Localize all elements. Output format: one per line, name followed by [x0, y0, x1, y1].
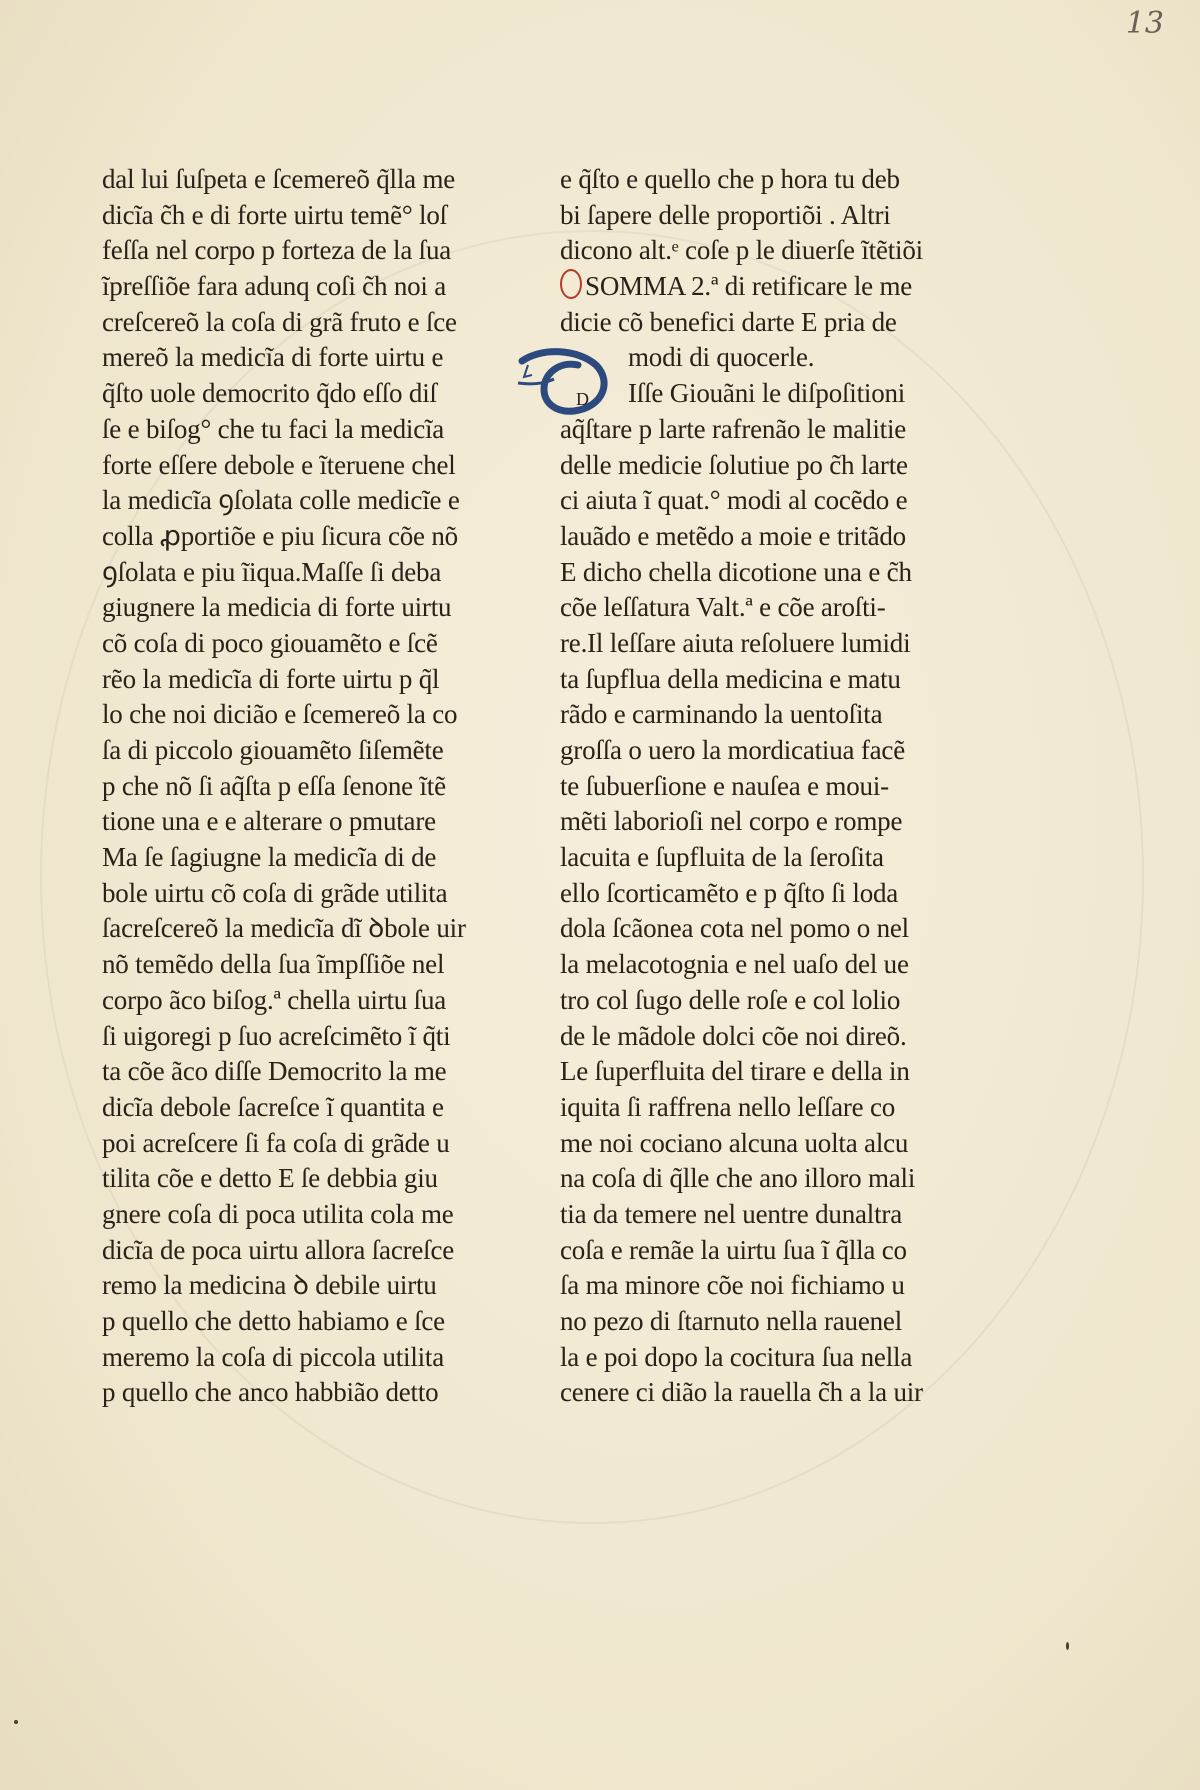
line-text: delle medicie ſolutiue po c̃h larte	[560, 449, 908, 480]
line-text: rẽo la medicĩa di forte uirtu p q̃l	[102, 663, 440, 694]
line-text: rãdo e carminando la uentoſita	[560, 699, 883, 730]
left-column-line	[102, 233, 492, 269]
decorated-initial-d	[516, 343, 612, 415]
right-column-line	[560, 1375, 950, 1411]
left-column-line	[102, 376, 492, 412]
line-text: corpo ãco biſog.ª chella uirtu ſua	[102, 984, 447, 1015]
line-text: dola ſcãonea cota nel pomo o nel	[560, 913, 909, 944]
right-column-line	[560, 1019, 950, 1055]
line-text: aq̃ſtare p larte rafrenão le malitie	[560, 413, 907, 444]
line-text: lo che noi dicião e ſcemereõ la co	[102, 699, 458, 730]
left-column-line	[102, 626, 492, 662]
line-text: la e poi dopo la cocitura ſua nella	[560, 1341, 913, 1372]
line-text: cõ coſa di poco giouamẽto e ſcẽ	[102, 627, 438, 658]
left-column-line	[102, 876, 492, 912]
right-column-line	[560, 1126, 950, 1162]
line-text: poi acreſcere ſi fa coſa di grãde u	[102, 1127, 450, 1158]
line-text: remo la medicina ꝺ debile uirtu	[102, 1270, 437, 1301]
line-text: p quello che anco habbião detto	[102, 1377, 439, 1408]
right-column-line	[560, 1161, 950, 1197]
right-column-line	[560, 626, 950, 662]
left-column-line	[102, 1268, 492, 1304]
left-column-line	[102, 1161, 492, 1197]
right-column-line	[560, 1268, 950, 1304]
line-text: dicĩa debole ſacreſce ĩ quantita e	[102, 1091, 444, 1122]
right-column-line	[560, 233, 950, 269]
line-text: dicĩa c̃h e di forte uirtu temẽ° loſ	[102, 199, 447, 230]
left-column-line	[102, 412, 492, 448]
line-text: ſi uigoregi p ſuo acreſcimẽto ĩ q̃ti	[102, 1020, 451, 1051]
left-column-line	[102, 198, 492, 234]
line-text: mẽti laborioſi nel corpo e rompe	[560, 806, 903, 837]
line-text: E dicho chella dicotione una e c̃h	[560, 556, 912, 587]
line-text: bole uirtu cõ coſa di grãde utilita	[102, 877, 448, 908]
right-column-line	[560, 733, 950, 769]
ink-fleck	[1066, 1642, 1069, 1650]
line-text: na coſa di q̃lle che ano illoro mali	[560, 1163, 916, 1194]
line-text: cõe leſſatura Valt.ª e cõe aroſti-	[560, 592, 886, 623]
right-column-line	[560, 911, 950, 947]
right-column-line	[560, 1090, 950, 1126]
left-column-line	[102, 1054, 492, 1090]
line-text: no pezo di ſtarnuto nella rauenel	[560, 1306, 903, 1336]
right-column-line	[560, 305, 950, 341]
left-column-line	[102, 697, 492, 733]
left-column-line	[102, 911, 492, 947]
left-column-line	[102, 483, 492, 519]
line-text: Le ſuperfluita del tirare e della in	[560, 1056, 910, 1087]
line-text: ſa ma minore cõe noi fichiamo u	[560, 1270, 905, 1301]
right-column-line	[560, 519, 950, 555]
line-text: q̃ſto uole democrito q̃do eſſo diſ	[102, 378, 437, 409]
line-text: tro col ſugo delle roſe e col lolio	[560, 984, 901, 1015]
left-column-line	[102, 590, 492, 626]
line-text: coſa e remãe la uirtu ſua ĩ q̃lla co	[560, 1234, 907, 1265]
line-text: feſſa nel corpo p forteza de la ſua	[102, 235, 452, 266]
right-column-line	[560, 340, 950, 376]
left-column-line	[102, 733, 492, 769]
right-column-line	[560, 662, 950, 698]
rubric-paragraph-mark	[560, 269, 582, 299]
right-column-line	[560, 840, 950, 876]
line-text: Ma ſe ſagiugne la medicĩa di de	[102, 842, 437, 873]
right-column-line	[560, 162, 950, 198]
line-text: re.Il leſſare aiuta reſoluere lumidi	[560, 627, 911, 658]
line-text: iquita ſi raffrena nello leſſare co	[560, 1091, 896, 1122]
left-column-line	[102, 1375, 492, 1411]
right-column-line	[560, 448, 950, 484]
right-text-column	[560, 162, 950, 1411]
line-text: lauãdo e metẽdo a moie e tritãdo	[560, 520, 906, 551]
line-text: lacuita e ſupfluita de la ſeroſita	[560, 842, 884, 873]
line-text: SOMMA 2.ª di retificare le me	[585, 271, 913, 302]
line-text: colla ꝓportiõe e piu ſicura cõe nõ	[102, 520, 458, 551]
left-column-line	[102, 1090, 492, 1126]
line-text: la medicĩa ꝯſolata colle medicĩe e	[102, 485, 460, 516]
left-column-line	[102, 555, 492, 591]
line-text: dicie cõ benefici darte E pria de	[560, 306, 897, 337]
left-column-line	[102, 1126, 492, 1162]
line-text: groſſa o uero la mordicatiua facẽ	[560, 735, 905, 765]
line-text: dicĩa de poca uirtu allora ſacreſce	[102, 1234, 455, 1265]
left-column-line	[102, 340, 492, 376]
right-column-line	[560, 804, 950, 840]
line-text: forte eſſere debole e ĩteruene chel	[102, 449, 456, 480]
left-column-line	[102, 769, 492, 805]
ink-fleck	[14, 1720, 18, 1724]
right-column-line	[560, 947, 950, 983]
line-text: bi ſapere delle proportiõi . Altri	[560, 199, 891, 230]
left-column-line	[102, 519, 492, 555]
right-column-line	[560, 769, 950, 805]
right-column-line	[560, 269, 950, 305]
line-text: ĩpreſſiõe fara adunq coſi c̃h noi a	[102, 271, 447, 302]
left-column-line	[102, 983, 492, 1019]
right-column-line	[560, 1340, 950, 1376]
left-column-line	[102, 662, 492, 698]
right-column-line	[560, 198, 950, 234]
left-column-line	[102, 162, 492, 198]
line-text: la melacotognia e nel uaſo del ue	[560, 949, 909, 980]
left-column-line	[102, 1304, 492, 1340]
right-column-line	[560, 1197, 950, 1233]
right-column-line	[560, 1304, 950, 1340]
guide-letter: D	[576, 389, 589, 409]
line-text: ta ſupflua della medicina e matu	[560, 663, 901, 694]
line-text: ci aiuta ĩ quat.° modi al cocẽdo e	[560, 485, 908, 516]
line-text: dal lui ſuſpeta e ſcemereõ q̃lla me	[102, 164, 456, 194]
folio-number: 13	[1125, 6, 1164, 41]
line-text: de le mãdole dolci cõe noi direõ.	[560, 1020, 907, 1051]
line-text: p che nõ ſi aq̃ſta p eſſa ſenone ĩtẽ	[102, 770, 446, 801]
line-text: ta cõe ãco diſſe Democrito la me	[102, 1056, 447, 1087]
line-text: tilita cõe e detto E ſe debbia giu	[102, 1163, 438, 1194]
line-text: nõ temẽdo della ſua ĩmpſſiõe nel	[102, 949, 445, 980]
left-column-line	[102, 269, 492, 305]
line-text: creſcereõ la coſa di grã fruto e ſce	[102, 306, 457, 337]
line-text: modi di quocerle.	[628, 342, 815, 373]
left-column-line	[102, 448, 492, 484]
left-column-line	[102, 1340, 492, 1376]
right-column-line	[560, 1233, 950, 1269]
left-column-line	[102, 1233, 492, 1269]
right-column-line	[560, 376, 950, 412]
line-text: meremo la coſa di piccola utilita	[102, 1341, 445, 1372]
line-text: mereõ la medicĩa di forte uirtu e	[102, 342, 444, 373]
line-text: e q̃ſto e quello che p hora tu deb	[560, 164, 900, 194]
line-text: ſe e biſog° che tu faci la medicĩa	[102, 413, 445, 444]
line-text: ſacreſcereõ la medicĩa dĩ ꝺbole uir	[102, 913, 466, 944]
left-column-line	[102, 1197, 492, 1233]
line-text: tia da temere nel uentre dunaltra	[560, 1198, 902, 1229]
left-column-line	[102, 804, 492, 840]
right-column-line	[560, 876, 950, 912]
line-text: giugnere la medicia di forte uirtu	[102, 592, 452, 623]
line-text: me noi cociano alcuna uolta alcu	[560, 1127, 909, 1158]
right-column-line	[560, 555, 950, 591]
right-column-line	[560, 590, 950, 626]
left-column-line	[102, 840, 492, 876]
right-column-line	[560, 1054, 950, 1090]
right-column-line	[560, 412, 950, 448]
line-text: p quello che detto habiamo e ſce	[102, 1306, 445, 1336]
right-column-line	[560, 483, 950, 519]
right-column-line	[560, 697, 950, 733]
left-column-line	[102, 1019, 492, 1055]
right-column-line	[560, 983, 950, 1019]
line-text: ello ſcorticamẽto e p q̃ſto ſi loda	[560, 877, 899, 908]
line-text: te ſubuerſione e nauſea e moui-	[560, 770, 889, 801]
line-text: Iſſe Giouãni le diſpoſitioni	[628, 378, 906, 409]
left-column-line	[102, 305, 492, 341]
line-text: ſa di piccolo giouamẽto ſiſemẽte	[102, 735, 444, 765]
left-column-line	[102, 947, 492, 983]
line-text: cenere ci dião la rauella c̃h a la uir	[560, 1377, 923, 1408]
line-text: gnere coſa di poca utilita cola me	[102, 1198, 454, 1229]
line-text: tione una e e alterare o pmutare	[102, 806, 436, 837]
line-text: ꝯſolata e piu ĩiqua.Maſſe ſi deba	[102, 556, 442, 587]
line-text: dicono alt.ᵉ coſe p le diuerſe ĩtẽtiõi	[560, 235, 923, 266]
left-text-column	[102, 162, 492, 1411]
